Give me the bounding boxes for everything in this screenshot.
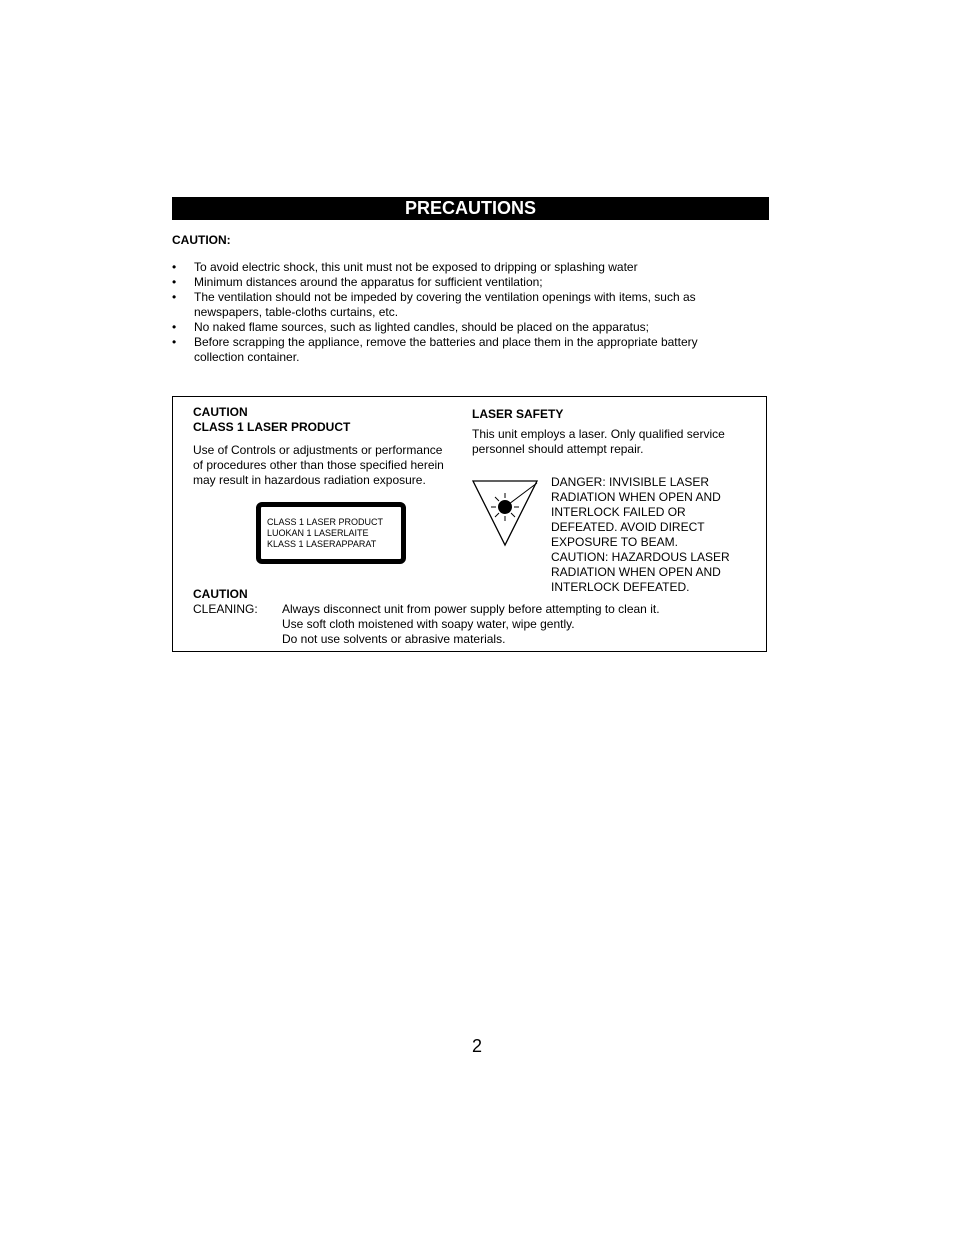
laser-warning-icon (472, 479, 538, 547)
danger-line: RADIATION WHEN OPEN AND (551, 565, 721, 579)
label-line: KLASS 1 LASERAPPARAT (267, 539, 377, 549)
cleaning-label: CLEANING: (193, 602, 258, 616)
danger-line: RADIATION WHEN OPEN AND (551, 490, 721, 504)
list-item (172, 320, 732, 335)
danger-line: INTERLOCK FAILED OR (551, 505, 686, 519)
paragraph-line: Use of Controls or adjustments or performance (193, 443, 443, 457)
danger-line: EXPOSURE TO BEAM. (551, 535, 678, 549)
paragraph-line: of procedures other than those specified herein (193, 458, 444, 472)
danger-line: DEFEATED. AVOID DIRECT (551, 520, 705, 534)
laser-safety-paragraph (472, 427, 725, 457)
list-item-line: The ventilation should not be impeded by covering the ventilation openings with items, such as (194, 290, 696, 304)
caution-label: CAUTION (193, 405, 248, 419)
paragraph-line: personnel should attempt repair. (472, 442, 644, 456)
list-item-line: newspapers, table-cloths curtains, etc. (194, 305, 399, 319)
cleaning-line: Use soft cloth moistened with soapy water, wipe gently. (282, 617, 575, 631)
list-item-line: To avoid electric shock, this unit must not be exposed to dripping or splashing water (194, 260, 638, 274)
cleaning-line: Always disconnect unit from power supply before attempting to clean it. (282, 602, 660, 616)
bullet-icon: • (172, 335, 177, 349)
caution-list (172, 260, 732, 365)
cleaning-line: Do not use solvents or abrasive materials. (282, 632, 506, 646)
class-1-product-label: CLASS 1 LASER PRODUCT (193, 420, 351, 434)
page-number: 2 (472, 1036, 483, 1056)
list-item-line: collection container. (194, 350, 300, 364)
list-item (172, 290, 732, 320)
bullet-icon: • (172, 275, 177, 289)
list-item (172, 275, 732, 290)
laser-controls-paragraph (193, 443, 444, 488)
class-1-laser-label (256, 502, 406, 564)
bullet-icon: • (172, 290, 177, 304)
danger-line: INTERLOCK DEFEATED. (551, 580, 690, 594)
bullet-icon: • (172, 260, 177, 274)
list-item-line: No naked flame sources, such as lighted candles, should be placed on the apparatus; (194, 320, 649, 334)
caution-heading: CAUTION: (172, 233, 231, 247)
list-item (172, 260, 732, 275)
list-item-line: Before scrapping the appliance, remove the batteries and place them in the appropriate battery (194, 335, 698, 349)
laser-safety-heading: LASER SAFETY (472, 407, 564, 421)
cleaning-caution-heading: CAUTION (193, 587, 248, 601)
bullet-icon: • (172, 320, 177, 334)
laser-caution-heading (193, 405, 350, 435)
paragraph-line: This unit employs a laser. Only qualified service (472, 427, 725, 441)
page-title: PRECAUTIONS (172, 197, 769, 220)
list-item-line: Minimum distances around the apparatus for sufficient ventilation; (194, 275, 543, 289)
danger-line: DANGER: INVISIBLE LASER (551, 475, 710, 489)
cleaning-instructions (282, 602, 660, 647)
laser-info-box (172, 396, 767, 652)
list-item (172, 335, 732, 365)
laser-danger-text (551, 475, 730, 595)
danger-line: CAUTION: HAZARDOUS LASER (551, 550, 730, 564)
label-line: LUOKAN 1 LASERLAITE (267, 528, 369, 538)
label-line: CLASS 1 LASER PRODUCT (267, 517, 384, 527)
paragraph-line: may result in hazardous radiation exposure. (193, 473, 426, 487)
